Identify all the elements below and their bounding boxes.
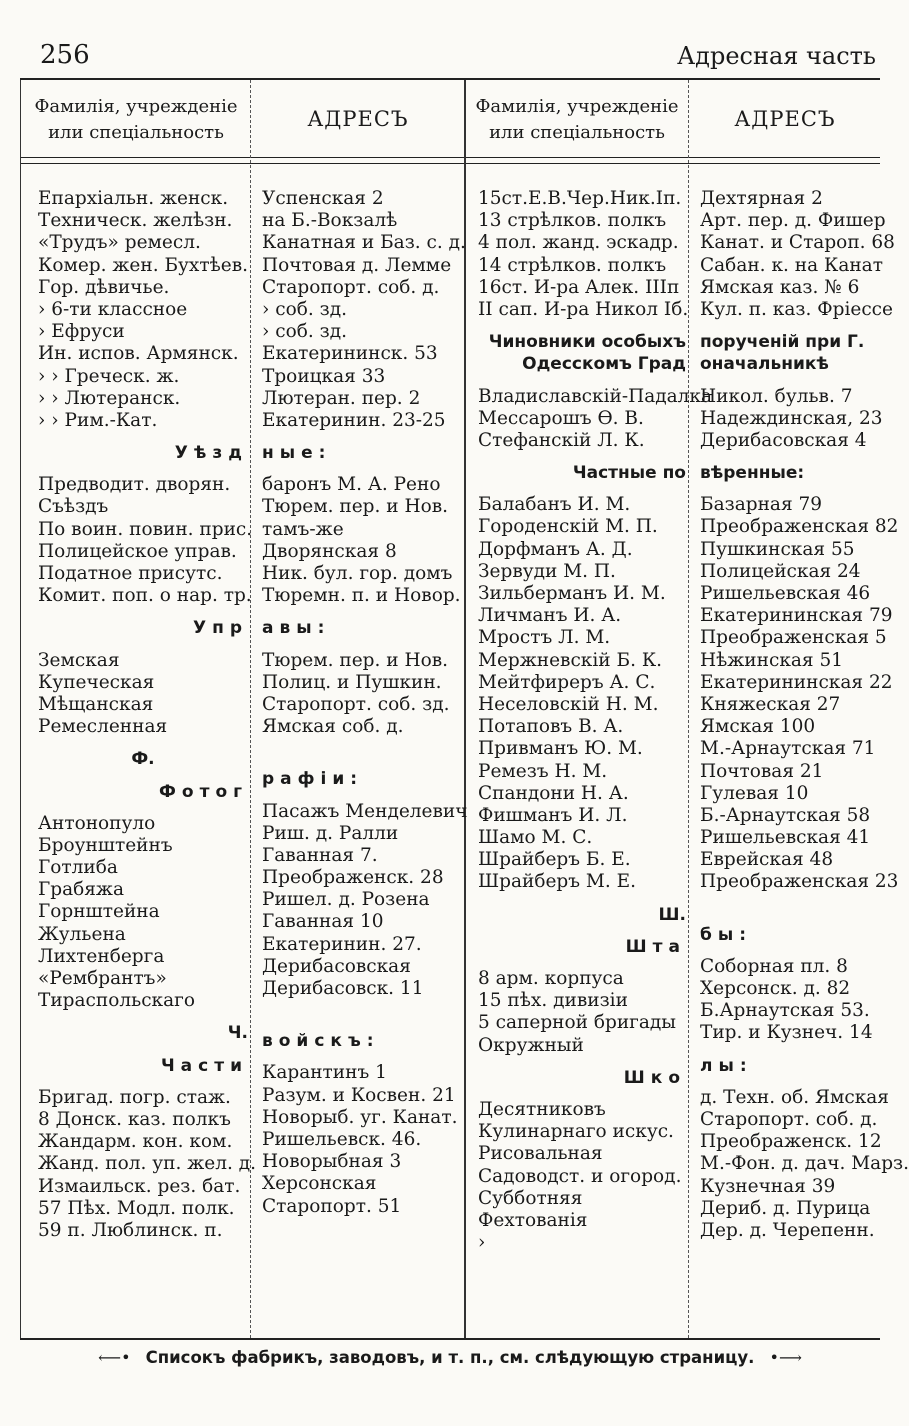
list-item: Нѣжинская 51 <box>700 649 844 671</box>
list-item: Дерибасовская 4 <box>700 429 867 451</box>
list-item: тамъ-же <box>262 518 344 540</box>
section-heading: Шко <box>623 1067 686 1088</box>
list-item: Гулевая 10 <box>700 782 809 804</box>
list-item <box>478 376 686 386</box>
list-item: › соб. зд. <box>262 298 348 320</box>
list-item: Потаповъ В. А. <box>478 716 624 738</box>
section-heading: лы: <box>700 1055 753 1076</box>
list-item: Личманъ И. А. <box>478 605 622 627</box>
list-item: «Рембрантъ» <box>38 968 167 989</box>
list-item: 16ст. И-ра Алек. ІІІп <box>478 276 680 298</box>
list-item <box>700 321 898 331</box>
list-item: Херсонская <box>262 1173 377 1195</box>
list-item: Полиц. и Пушкин. <box>262 671 442 693</box>
list-item: Ришельевск. 46. <box>262 1128 422 1150</box>
list-item <box>700 1077 898 1087</box>
col-header-right-name <box>468 94 686 146</box>
list-item: Преображенская 82 <box>700 516 899 538</box>
list-item: Неселовскій Н. М. <box>478 693 659 715</box>
list-item: Дехтярная 2 <box>700 188 823 209</box>
section-heading: авы: <box>262 618 331 639</box>
list-item: Горнштейна <box>38 901 160 923</box>
section-heading: Частные по <box>572 463 686 484</box>
list-item: Старопорт. соб. д. <box>700 1108 878 1130</box>
list-item: Ремезъ Н. М. <box>478 760 608 782</box>
column-addresses-left <box>262 188 468 1218</box>
list-item: Привманъ Ю. М. <box>478 738 643 760</box>
list-item: 15ст.Е.В.Чер.Ник.Іп. <box>478 188 682 209</box>
list-item: ІІ сап. И-ра Никол Іб. <box>478 298 689 320</box>
list-item: Пасажъ Менделевич <box>262 800 468 822</box>
list-item: Дерибасовск. 11 <box>262 978 424 999</box>
list-item <box>478 894 686 904</box>
list-item: 8 арм. корпуса <box>478 968 624 989</box>
list-item: Владиславскій-Падалка <box>478 385 713 407</box>
list-item: Жандарм. кон. ком. <box>38 1131 233 1153</box>
list-item: Мессарошъ Ѳ. В. <box>478 407 644 429</box>
list-item <box>262 738 462 748</box>
section-heading: Шта <box>625 936 686 957</box>
list-item: Гор. дѣвичье. <box>38 276 170 298</box>
list-item: Шамо М. С. <box>478 827 593 849</box>
list-item <box>38 1012 248 1022</box>
section-heading: Упр <box>192 618 248 639</box>
col-header-left-address: АДРЕСЪ <box>307 107 409 131</box>
list-item: Ник. бул. гор. домъ <box>262 563 453 584</box>
list-item: М.-Фон. д. дач. Марз. <box>700 1153 909 1175</box>
list-item: на Б.-Вокзалѣ <box>262 210 398 232</box>
list-item: Лютеран. пер. 2 <box>262 387 421 409</box>
running-title: Адресная часть <box>677 42 876 70</box>
list-item: Тираспольскаго <box>38 990 195 1012</box>
list-item: Канат. и Староп. 68 <box>700 232 895 254</box>
list-item: Мержневскій Б. К. <box>478 649 663 671</box>
list-item: Херсонск. д. 82 <box>700 978 851 999</box>
page-number: 256 <box>40 40 90 70</box>
list-item: «Трудъ» ремесл. <box>38 232 201 254</box>
list-item: 5 саперной бригады <box>478 1012 676 1034</box>
list-item: Екатерининская 22 <box>700 671 893 693</box>
list-item: Рисовальная <box>478 1143 603 1165</box>
list-item <box>478 484 686 494</box>
left-border <box>20 80 21 1338</box>
list-item <box>700 376 898 386</box>
section-heading: Части <box>160 1055 248 1076</box>
list-item: Гаванная 10 <box>262 911 384 933</box>
list-item: Екатеринин. 27. <box>262 933 422 955</box>
list-item: Бригад. погр. стаж. <box>38 1086 231 1108</box>
list-item: Стефанскій Л. К. <box>478 429 645 451</box>
list-item: д. Техн. об. Ямская <box>700 1086 889 1108</box>
list-item: Сабан. к. на Канат <box>700 254 883 276</box>
header-rule-1 <box>20 157 880 158</box>
list-item: Старопорт. соб. д. <box>262 276 440 298</box>
list-item: Полицейская 24 <box>700 560 861 582</box>
list-item: Кул. п. каз. Фріессе <box>700 298 893 320</box>
header-line: Фамилія, учрежденіе <box>34 96 238 117</box>
header-line: или спеціальность <box>48 122 224 143</box>
list-item: Спандони Н. А. <box>478 782 629 804</box>
list-item: Ямская 100 <box>700 716 816 738</box>
list-item: Ин. испов. Армянск. <box>38 343 239 365</box>
list-item: Новорыб. уг. Канат. <box>262 1106 458 1128</box>
list-item: Дериб. д. Пурица <box>700 1197 871 1219</box>
list-item: Риш. д. Ралли <box>262 822 399 844</box>
list-item: Карантинъ 1 <box>262 1062 387 1084</box>
list-item <box>700 904 898 914</box>
list-item: 4 пол. жанд. эскадр. <box>478 232 679 254</box>
list-item: Дер. д. Черепенн. <box>700 1219 875 1241</box>
page-header <box>26 40 878 72</box>
list-item: Субботняя <box>478 1187 583 1209</box>
section-heading: Ш. <box>658 904 686 925</box>
list-item: Кулинарнаго искус. <box>478 1121 674 1143</box>
list-item: Кузнечная 39 <box>700 1175 836 1197</box>
list-item: Успенская 2 <box>262 188 384 209</box>
list-item <box>478 958 686 968</box>
list-item <box>262 432 462 442</box>
list-item: › <box>478 1232 486 1254</box>
list-item <box>478 926 686 936</box>
list-item <box>38 771 248 781</box>
divider-center <box>464 80 466 1338</box>
list-item <box>700 894 898 904</box>
list-item <box>38 1045 248 1055</box>
list-item: Городенскій М. П. <box>478 516 658 538</box>
list-item: Жанд. пол. уп. жел. д. <box>38 1153 257 1175</box>
list-item: Гаванная 7. <box>262 844 378 866</box>
list-item: Тюремн. п. и Новор. <box>262 585 461 607</box>
list-item <box>262 607 462 617</box>
header-line: или спеціальность <box>489 122 665 143</box>
divider-1 <box>250 80 251 1338</box>
list-item: Измаильск. рез. бат. <box>38 1175 241 1197</box>
footer-text: Списокъ фабрикъ, заводовъ, и т. п., см. слѣдующую страницу. <box>145 1348 755 1367</box>
list-item <box>38 607 248 617</box>
list-item: Тюрем. пер. и Нов. <box>262 649 449 671</box>
list-item: Екатерининская 79 <box>700 605 893 627</box>
column-names-left <box>38 188 257 1242</box>
list-item: Канатная и Баз. с. д. <box>262 232 466 254</box>
list-item: Съѣздъ <box>38 496 109 518</box>
arrow-left-icon: ⟵• <box>98 1348 131 1367</box>
divider-3 <box>688 80 689 1338</box>
list-item <box>478 452 686 462</box>
list-item: Никол. бульв. 7 <box>700 385 853 407</box>
col-header-left-name <box>24 94 248 146</box>
list-item <box>700 452 898 462</box>
list-item: Окружный <box>478 1034 584 1056</box>
list-item: 15 пѣх. дивизіи <box>478 990 628 1012</box>
list-item: Броунштейнъ <box>38 834 173 856</box>
section-heading: ные: <box>262 443 332 464</box>
list-item: Преображенск. 12 <box>700 1131 882 1153</box>
list-item: Земская <box>38 649 120 671</box>
header-line: Фамилія, учрежденіе <box>475 96 679 117</box>
list-item: Еврейская 48 <box>700 849 834 871</box>
list-item: Троицкая 33 <box>262 365 386 387</box>
list-item <box>38 464 248 474</box>
list-item: Мейтфиреръ А. С. <box>478 671 656 693</box>
list-item: Комер. жен. Бухтѣев. <box>38 254 249 276</box>
list-item <box>262 1010 462 1020</box>
list-item: Полицейское управ. <box>38 540 237 562</box>
list-item: Ямская каз. № 6 <box>700 276 860 298</box>
list-item: 57 Пѣх. Модл. полк. <box>38 1197 235 1219</box>
list-item: Зильберманъ И. М. <box>478 583 666 604</box>
list-item: Зервуди М. П. <box>478 560 616 582</box>
list-item: Б.-Арнаутская 58 <box>700 804 871 826</box>
list-item: Соборная пл. 8 <box>700 955 848 977</box>
section-heading: рафіи: <box>262 769 364 790</box>
list-item <box>478 1057 686 1067</box>
list-item <box>38 738 248 748</box>
section-heading: Чиновники особыхъ <box>488 332 686 353</box>
list-item <box>478 321 686 331</box>
column-addresses-right <box>700 188 909 1242</box>
list-item: Податное присутс. <box>38 563 223 584</box>
list-item: Комит. поп. о нар. тр. <box>38 585 252 607</box>
list-item: Ремесленная <box>38 716 168 738</box>
list-item: 59 п. Люблинск. п. <box>38 1219 223 1241</box>
list-item: Садоводст. и огород. <box>478 1165 682 1187</box>
list-item: Преображенская 5 <box>700 627 887 649</box>
list-item <box>700 1045 898 1055</box>
list-item: 8 Донск. каз. полкъ <box>38 1108 231 1130</box>
list-item: Преображенск. 28 <box>262 867 444 889</box>
list-item: Новорыбная 3 <box>262 1151 402 1173</box>
list-item <box>38 1077 248 1087</box>
list-item <box>478 1089 686 1099</box>
list-item: Готлиба <box>38 857 118 879</box>
list-item: Фехтованія <box>478 1209 588 1231</box>
list-item: Ришельевская 46 <box>700 583 871 604</box>
list-item: › › Лютеранск. <box>38 387 181 409</box>
list-item <box>38 803 248 813</box>
list-item: Балабанъ И. М. <box>478 494 631 516</box>
section-heading: Фотог <box>159 781 248 802</box>
list-item: М.-Арнаутская 71 <box>700 738 876 760</box>
list-item <box>700 914 898 924</box>
list-item: › Ефруси <box>38 321 125 343</box>
arrow-right-icon: •⟶ <box>769 1348 802 1367</box>
list-item: Епархіальн. женск. <box>38 188 229 209</box>
list-item: Жульена <box>38 923 126 945</box>
list-item: Дворянская 8 <box>262 540 397 562</box>
list-item <box>262 464 462 474</box>
list-item: баронъ М. А. Рено <box>262 474 441 496</box>
list-item: Ямская соб. д. <box>262 716 404 738</box>
list-item: 14 стрѣлков. полкъ <box>478 254 667 276</box>
list-item: Тюрем. пер. и Нов. <box>262 496 449 518</box>
list-item: Лихтенберга <box>38 945 165 967</box>
column-names-right <box>478 188 713 1254</box>
list-item <box>38 432 248 442</box>
list-item: › › Греческ. ж. <box>38 365 180 387</box>
section-heading: порученій при Г. <box>700 332 865 353</box>
section-heading: Ф. <box>131 749 155 770</box>
list-item <box>262 1020 462 1030</box>
list-item <box>262 791 462 801</box>
list-item: Дерибасовская <box>262 955 411 977</box>
list-item: Арт. пер. д. Фишер <box>700 210 886 232</box>
list-item <box>262 748 462 758</box>
list-item: Антонопуло <box>38 812 156 834</box>
list-item <box>700 946 898 956</box>
list-item: Екатеринин. 23-25 <box>262 409 446 431</box>
list-item: 13 стрѣлков. полкъ <box>478 210 667 232</box>
list-item <box>262 640 462 650</box>
list-item <box>262 1052 462 1062</box>
list-item: › 6-ти классное <box>38 298 188 320</box>
list-item <box>262 1000 462 1010</box>
list-item: Мростъ Л. М. <box>478 627 611 649</box>
list-item: › соб. зд. <box>262 321 348 343</box>
section-heading: войскъ: <box>262 1031 380 1052</box>
col-header-right-address: АДРЕСЪ <box>734 107 836 131</box>
list-item: Старопорт. соб. зд. <box>262 693 450 715</box>
list-item: Тир. и Кузнеч. 14 <box>700 1022 873 1044</box>
list-item: Ришельевская 41 <box>700 827 871 849</box>
list-item: Ришел. д. Розена <box>262 889 430 911</box>
list-item: Пушкинская 55 <box>700 538 855 560</box>
bottom-rule <box>20 1338 880 1340</box>
section-heading: оначальникѣ <box>700 354 829 375</box>
list-item <box>700 484 898 494</box>
list-item <box>262 758 462 768</box>
list-item: › › Рим.-Кат. <box>38 409 158 431</box>
section-heading: Одесскомъ Град <box>522 354 686 375</box>
list-item: Шрайберъ М. Е. <box>478 871 636 893</box>
list-item: Княжеская 27 <box>700 693 841 715</box>
list-item: Грабяжа <box>38 879 124 901</box>
list-item: Купеческая <box>38 671 155 693</box>
list-item: Предводит. дворян. <box>38 474 231 496</box>
list-item: Фишманъ И. Л. <box>478 804 628 826</box>
list-item: Техническ. желѣзн. <box>38 210 233 232</box>
list-item <box>38 640 248 650</box>
list-item: Надеждинская, 23 <box>700 407 883 429</box>
list-item: Екатерининск. 53 <box>262 343 438 365</box>
section-heading: вѣренные: <box>700 463 805 484</box>
section-heading: бы: <box>700 924 753 945</box>
list-item: Б.Арнаутская 53. <box>700 1000 870 1022</box>
list-item: Десятниковъ <box>478 1098 606 1120</box>
list-item: Шрайберъ Б. Е. <box>478 849 631 871</box>
list-item: Базарная 79 <box>700 494 823 516</box>
top-rule <box>20 78 880 80</box>
list-item: Разум. и Косвен. 21 <box>262 1084 456 1106</box>
section-heading: Ч. <box>227 1023 248 1044</box>
list-item: Мѣщанская <box>38 693 154 715</box>
list-item: Почтовая 21 <box>700 760 824 782</box>
list-item: Преображенская 23 <box>700 871 899 893</box>
list-item: Старопорт. 51 <box>262 1195 402 1217</box>
list-item: Почтовая д. Лемме <box>262 254 452 276</box>
section-heading: Уѣзд <box>174 443 248 464</box>
header-rule-2 <box>20 163 880 164</box>
list-item: По воин. повин. прис. <box>38 518 253 540</box>
list-item: Дорфманъ А. Д. <box>478 538 633 560</box>
footer-note <box>20 1348 880 1378</box>
